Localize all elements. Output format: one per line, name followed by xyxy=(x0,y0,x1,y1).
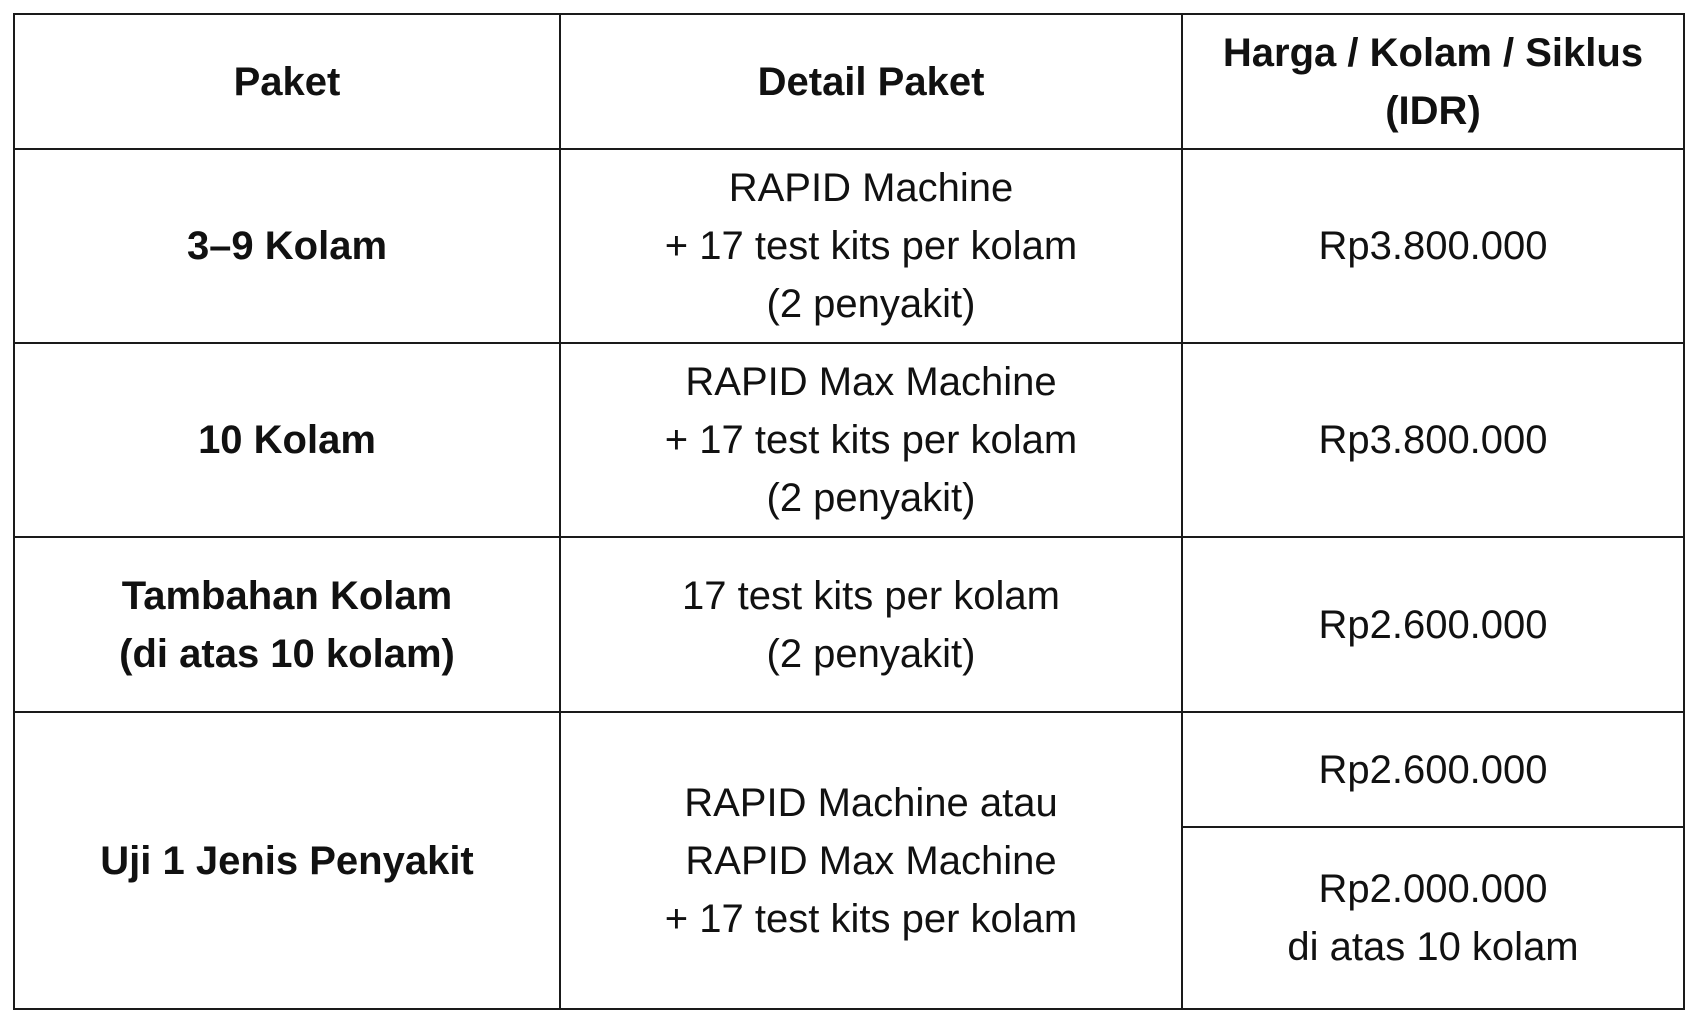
table-row xyxy=(14,149,1684,343)
package-price: Rp3.800.000 xyxy=(1318,417,1548,462)
pricing-table xyxy=(13,13,1685,1010)
table-row xyxy=(14,712,1684,827)
package-detail-line: + 17 test kits per kolam xyxy=(664,224,1078,269)
table-row xyxy=(14,537,1684,713)
package-name: Tambahan Kolam xyxy=(121,573,453,618)
package-price-cell xyxy=(1182,343,1684,537)
package-name-cell xyxy=(14,537,560,713)
package-detail-line: + 17 test kits per kolam xyxy=(664,417,1078,462)
package-detail-line: RAPID Machine atau xyxy=(684,780,1058,825)
package-price: Rp2.000.000 xyxy=(1318,867,1548,912)
package-detail-cell xyxy=(560,712,1182,1009)
package-detail-cell xyxy=(560,149,1182,343)
package-detail-cell xyxy=(560,537,1182,713)
package-name-cell xyxy=(14,149,560,343)
package-price-cell xyxy=(1182,149,1684,343)
table-row xyxy=(14,343,1684,537)
header-harga-unit: (IDR) xyxy=(1385,88,1481,133)
package-detail-line: RAPID Max Machine xyxy=(685,359,1057,404)
package-name-cell xyxy=(14,343,560,537)
package-name: 10 Kolam xyxy=(198,417,376,462)
header-paket xyxy=(14,14,560,149)
package-name: Uji 1 Jenis Penyakit xyxy=(100,838,474,883)
package-detail-line: + 17 test kits per kolam xyxy=(664,896,1078,941)
package-name-note: (di atas 10 kolam) xyxy=(119,631,455,676)
package-detail-cell xyxy=(560,343,1182,537)
package-detail-line: (2 penyakit) xyxy=(766,475,976,520)
header-paket-label: Paket xyxy=(233,59,341,104)
package-detail-line: 17 test kits per kolam xyxy=(682,573,1060,618)
header-row xyxy=(14,14,1684,149)
header-harga xyxy=(1182,14,1684,149)
package-name-cell xyxy=(14,712,560,1009)
package-price-cell xyxy=(1182,712,1684,827)
package-detail-line: (2 penyakit) xyxy=(766,282,976,327)
package-price: Rp2.600.000 xyxy=(1318,747,1548,792)
package-price-cell xyxy=(1182,827,1684,1009)
package-detail-line: (2 penyakit) xyxy=(766,631,976,676)
package-price-note: di atas 10 kolam xyxy=(1287,925,1579,970)
header-detail-label: Detail Paket xyxy=(757,59,985,104)
package-detail-line: RAPID Max Machine xyxy=(685,838,1057,883)
package-price: Rp3.800.000 xyxy=(1318,224,1548,269)
package-name: 3–9 Kolam xyxy=(186,224,388,269)
header-harga-label: Harga / Kolam / Siklus xyxy=(1222,30,1644,75)
package-price: Rp2.600.000 xyxy=(1318,602,1548,647)
header-detail-paket xyxy=(560,14,1182,149)
package-detail-line: RAPID Machine xyxy=(728,166,1014,211)
package-price-cell xyxy=(1182,537,1684,713)
